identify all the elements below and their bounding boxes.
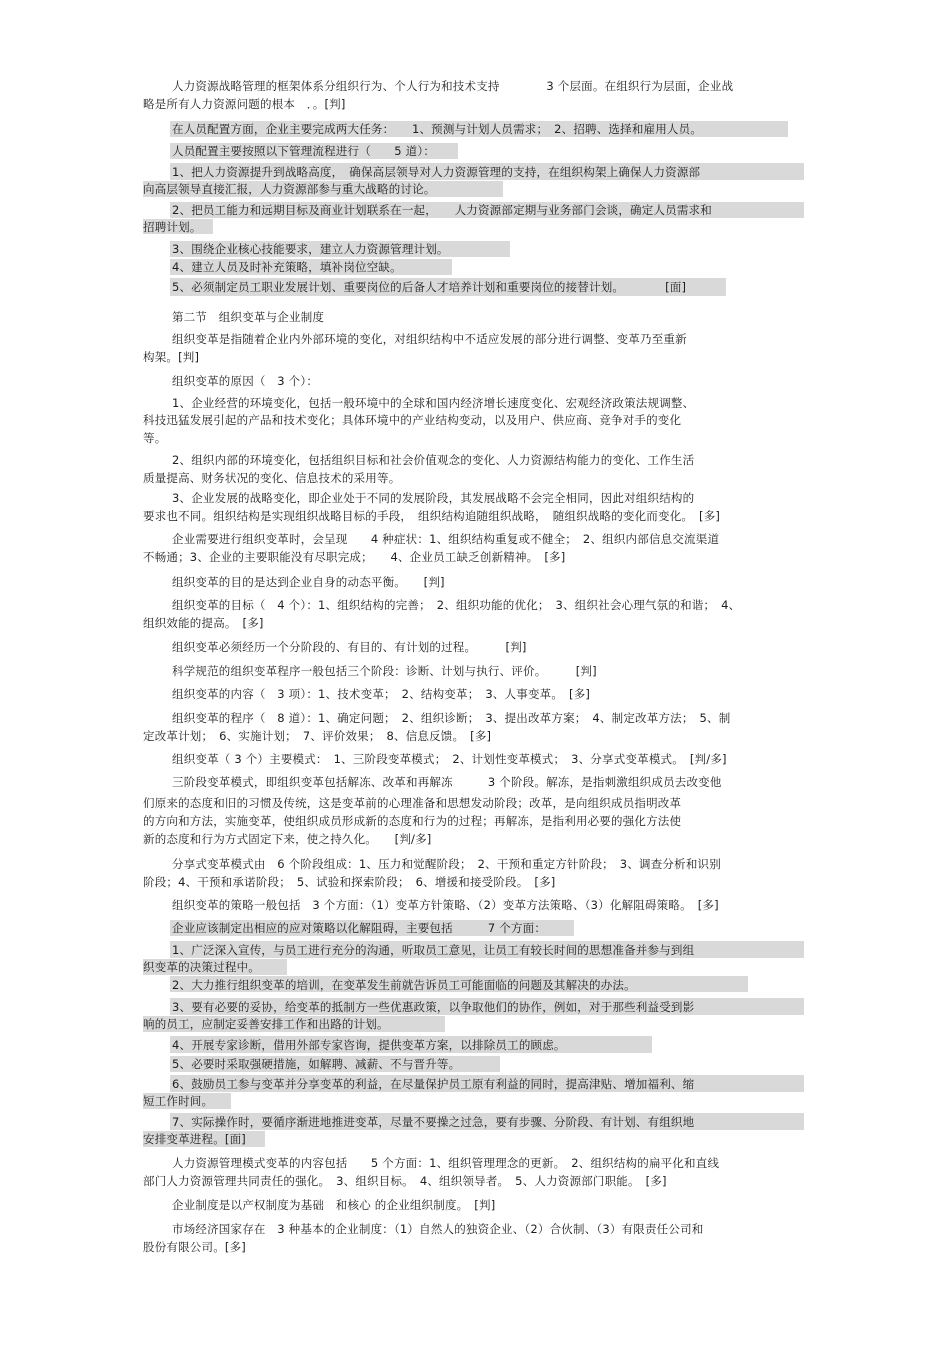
text-line: 不畅通；3、企业的主要职能没有尽职完成； 4、企业员工缺乏创新精神。 [多] (143, 550, 566, 564)
text-line: 3、企业发展的战略变化，即企业处于不同的发展阶段，其发展战略不会完全相同，因此对组织结构的 (172, 491, 695, 505)
text-line: 阶段；4、干预和承诺阶段； 5、试验和探索阶段； 6、增援和接受阶段。 [多] (143, 875, 556, 889)
text-line: 略是所有人力资源问题的根本 ．。[判] (143, 97, 346, 111)
text-line: 组织变革的策略一般包括 3 个方面：（1）变革方针策略、（2）变革方法策略、（3）化解阻碍策略。 [多] (172, 898, 719, 912)
text-line: 4、开展专家诊断，借用外部专家咨询，提供变革方案，以排除员工的顾虑。 (172, 1038, 566, 1052)
text-line: 响的员工，应制定妥善安排工作和出路的计划。 (143, 1017, 389, 1031)
text-line: 组织效能的提高。 [多] (143, 616, 264, 630)
text-line: 6、鼓励员工参与变革并分享变革的利益，在尽量保护员工原有利益的同时，提高津贴、增加福利、缩 (172, 1077, 695, 1091)
text-line: 5、必须制定员工职业发展计划、重要岗位的后备人才培养计划和重要岗位的接替计划。 [面] (172, 280, 687, 294)
text-line: 们原来的态度和旧的习惯及传统，这是变革前的心理准备和思想发动阶段；改革，是向组织成员指明改革 (143, 796, 682, 810)
text-line: 三阶段变革模式，即组织变革包括解冻、改革和再解冻 3 个阶段。解冻，是指刺激组织成员去改变他 (172, 775, 722, 789)
text-line: 科技迅猛发展引起的产品和技术变化；具体环境中的产业结构变动，以及用户、供应商、竞争对手的变化 (143, 413, 682, 427)
text-line: 组织变革的程序（ 8 道）：1、确定问题； 2、组织诊断； 3、提出改革方案； 4、制定改革方法； 5、制 (172, 711, 731, 725)
text-line: 组织变革的原因（ 3 个）： (172, 374, 319, 388)
text-line: 等。 (143, 431, 167, 445)
text-line: 7、实际操作时，要循序渐进地推进变革，尽量不要操之过急，要有步骤、分阶段、有计划、有组织地 (172, 1115, 695, 1129)
text-line: 市场经济国家存在 3 种基本的企业制度：（1）自然人的独资企业、（2）合伙制、（3）有限责任公司和 (172, 1222, 704, 1236)
text-line: 组织变革的目的是达到企业自身的动态平衡。 [判] (172, 575, 445, 589)
text-line: 招聘计划。 (143, 220, 202, 234)
text-line: 在人员配置方面，企业主要完成两大任务： 1、预测与计划人员需求； 2、招聘、选择和雇用人员。 (172, 122, 703, 136)
text-line: 分享式变革模式由 6 个阶段组成：1、压力和觉醒阶段； 2、干预和重定方针阶段； 3、调查分析和识别 (172, 857, 721, 871)
text-line: 2、组织内部的环境变化，包括组织目标和社会价值观念的变化、人力资源结构能力的变化、工作生活 (172, 453, 695, 467)
text-line: 3、围绕企业核心技能要求，建立人力资源管理计划。 (172, 242, 449, 256)
text-line: 组织变革的内容（ 3 项）：1、技术变革； 2、结构变革； 3、人事变革。 [多] (172, 687, 591, 701)
text-line: 股份有限公司。[多] (143, 1240, 246, 1254)
text-line: 2、大力推行组织变革的培训，在变革发生前就告诉员工可能面临的问题及其解决的办法。 (172, 978, 636, 992)
text-line: 人力资源战略管理的框架体系分组织行为、个人行为和技术支持 3 个层面。在组织行为层面，企业战 (172, 79, 734, 93)
text-line: 4、建立人员及时补充策略，填补岗位空缺。 (172, 260, 402, 274)
text-line: 2、把员工能力和远期目标及商业计划联系在一起， 人力资源部定期与业务部门会谈，确定人员需求和 (172, 203, 712, 217)
text-line: 组织变革必须经历一个分阶段的、有目的、有计划的过程。 [判] (172, 640, 527, 654)
text-line: 人员配置主要按照以下管理流程进行（ 5 道）： (172, 144, 436, 158)
text-line: 1、企业经营的环境变化，包括一般环境中的全球和国内经济增长速度变化、宏观经济政策法规调整、 (172, 396, 695, 410)
text-line: 的方向和方法，实施变革，使组织成员形成新的态度和行为的过程；再解冻，是指利用必要的强化方法使 (143, 814, 682, 828)
text-line: 织变革的决策过程中。 (143, 960, 260, 974)
text-line: 向高层领导直接汇报，人力资源部参与重大战略的讨论。 (143, 182, 436, 196)
text-line: 企业需要进行组织变革时，会呈现 4 种症状：1、组织结构重复或不健全； 2、组织内部信息交流渠道 (172, 532, 720, 546)
text-line: 定改革计划； 6、实施计划； 7、评价效果； 8、信息反馈。 [多] (143, 729, 492, 743)
text-line: 组织变革（ 3 个）主要模式： 1、三阶段变革模式； 2、计划性变革模式； 3、分享式变革模式。 [判/多] (172, 752, 727, 766)
text-line: 企业应该制定出相应的应对策略以化解阻碍，主要包括 7 个方面： (172, 921, 547, 935)
text-line: 科学规范的组织变革程序一般包括三个阶段：诊断、计划与执行、评价。 [判] (172, 664, 597, 678)
text-line: 人力资源管理模式变革的内容包括 5 个方面：1、组织管理理念的更新。 2、组织结构的扁平化和直线 (172, 1156, 720, 1170)
text-line: 1、广泛深入宣传，与员工进行充分的沟通，听取员工意见，让员工有较长时间的思想准备并参与到组 (172, 943, 695, 957)
text-line: 1、把人力资源提升到战略高度， 确保高层领导对人力资源管理的支持，在组织构架上确保人力资源部 (172, 165, 701, 179)
text-line: 短工作时间。 (143, 1094, 214, 1108)
text-line: 部门人力资源管理共同责任的强化。 3、组织目标。 4、组织领导者。 5、人力资源部门职能。 [多] (143, 1174, 667, 1188)
text-line: 安排变革进程。[面] (143, 1132, 246, 1146)
text-line: 3、要有必要的妥协，给变革的抵制方一些优惠政策，以争取他们的协作，例如，对于那些利益受到影 (172, 1000, 695, 1014)
text-line: 5、必要时采取强硬措施，如解聘、减薪、不与晋升等。 (172, 1057, 461, 1071)
text-line: 组织变革是指随着企业内外部环境的变化，对组织结构中不适应发展的部分进行调整、变革乃至重新 (172, 332, 687, 346)
text-line: 构架。[判] (143, 350, 200, 364)
text-line: 要求也不同。组织结构是实现组织战略目标的手段， 组织结构追随组织战略， 随组织战略的变化而变化。 [多] (143, 509, 721, 523)
text-line: 企业制度是以产权制度为基础 和核心 的企业组织制度。 [判] (172, 1198, 496, 1212)
text-line: 质量提高、财务状况的变化、信息技术的采用等。 (143, 471, 401, 485)
section-heading: 第二节 组织变革与企业制度 (172, 310, 325, 324)
text-line: 组织变革的目标（ 4 个）：1、组织结构的完善； 2、组织功能的优化； 3、组织社会心理气氛的和谐； 4、 (172, 598, 741, 612)
text-line: 新的态度和行为方式固定下来，使之持久化。 [判/多] (143, 832, 432, 846)
